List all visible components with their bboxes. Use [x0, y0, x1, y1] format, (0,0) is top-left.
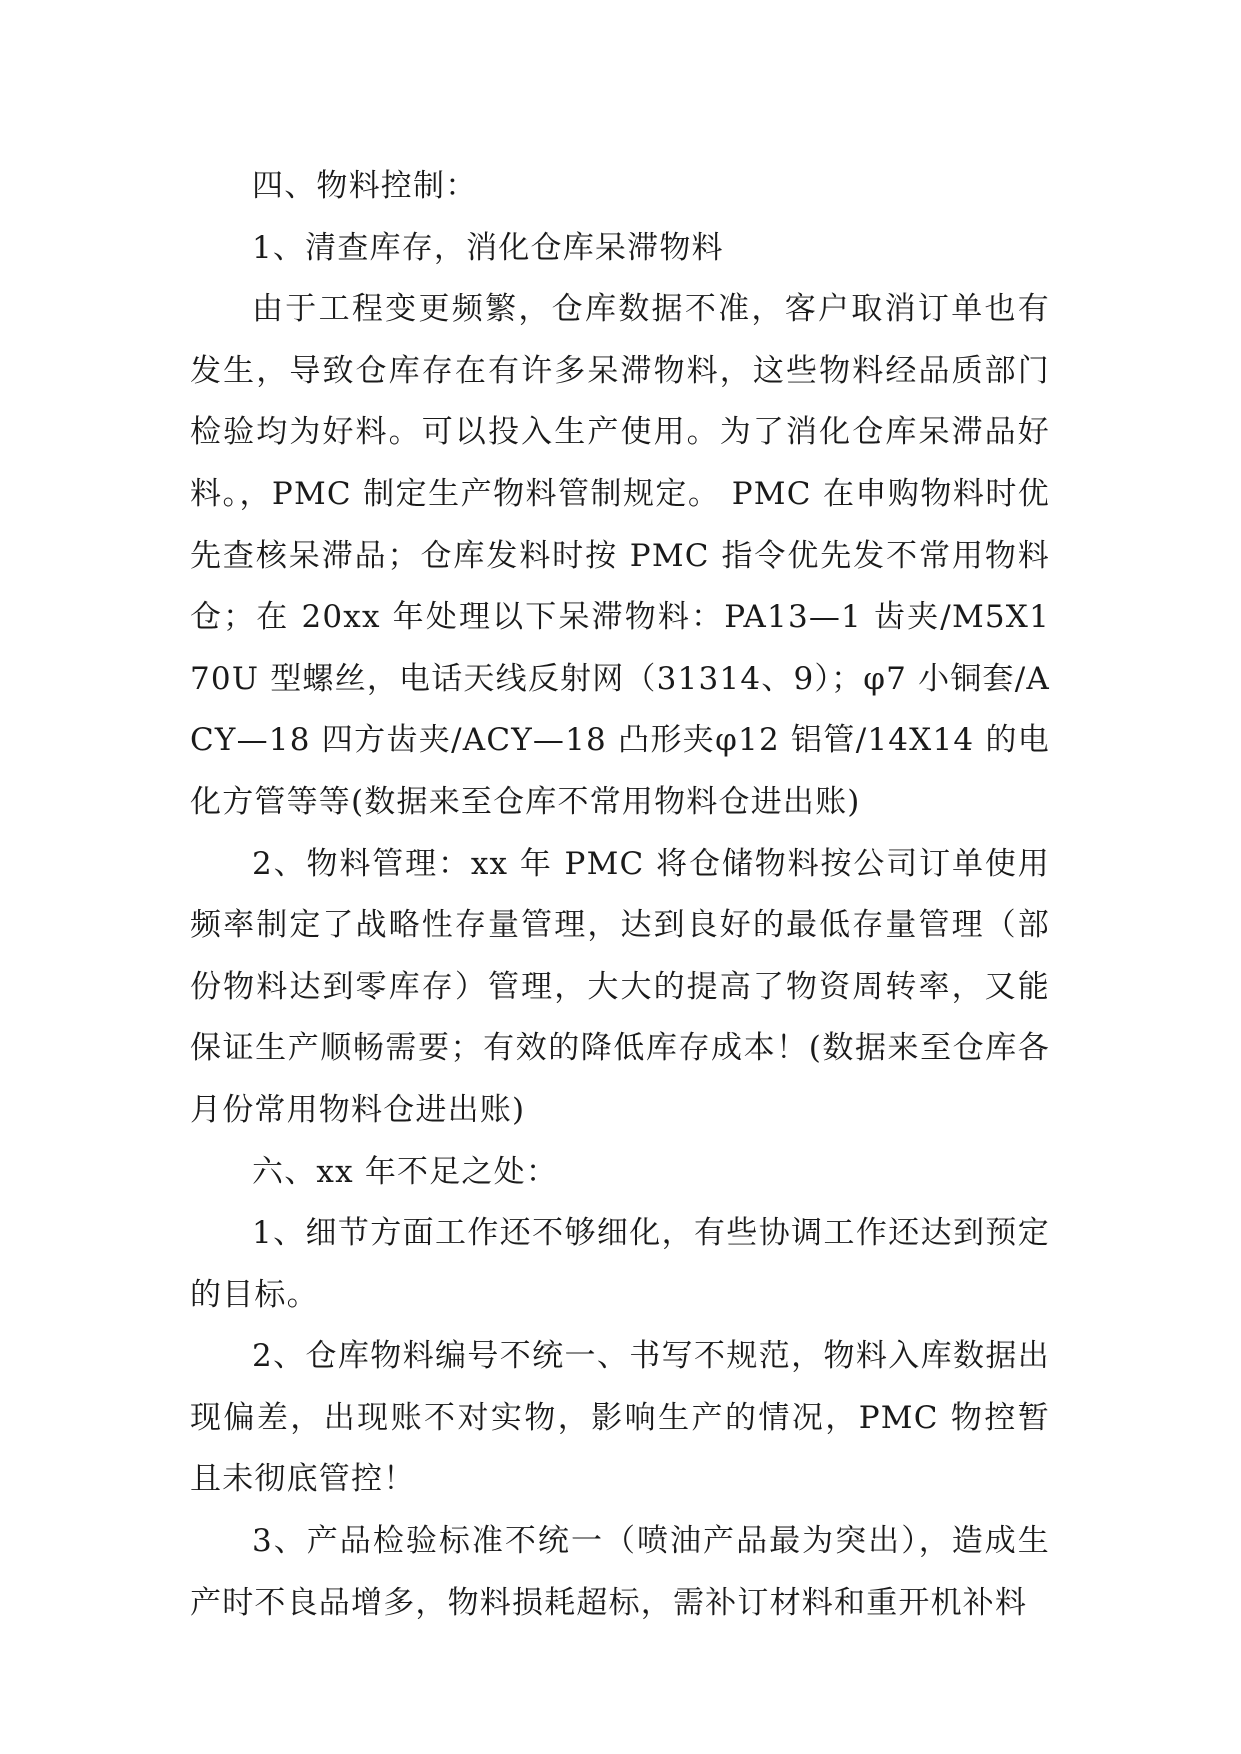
document-body [190, 156, 1050, 1634]
paragraph-shortcoming-2: 2、仓库物料编号不统一、书写不规范，物料入库数据出现偏差，出现账不对实物，影响生产的情况，PMC 物控暂且未彻底管控！ [190, 1338, 1050, 1498]
paragraph-material-management: 2、物料管理：xx 年 PMC 将仓储物料按公司订单使用频率制定了战略性存量管理，达到良好的最低存量管理（部份物料达到零库存）管理，大大的提高了物资周转率，又能保证生产顺畅需要；有效的降低库存成本！(数据来至仓库各月份常用物料仓进出账) [190, 845, 1050, 1128]
section-heading-shortcomings: 六、xx 年不足之处： [252, 1153, 559, 1190]
subheading-inventory-check: 1、清查库存，消化仓库呆滞物料 [252, 229, 724, 266]
paragraph-shortcoming-3: 3、产品检验标准不统一（喷油产品最为突出），造成生产时不良品增多，物料损耗超标，需补订材料和重开机补料 [190, 1523, 1050, 1621]
paragraph-slow-moving-materials: 由于工程变更频繁，仓库数据不准，客户取消订单也有发生，导致仓库存在有许多呆滞物料，这些物料经品质部门检验均为好料。可以投入生产使用。为了消化仓库呆滞品好料。，PMC 制定生产物料管制规定。 PMC 在申购物料时优先查核呆滞品；仓库发料时按 PMC 指令优先发不常用物料仓；在 20xx 年处理以下呆滞物料：PA13—1 齿夹/M5X170U 型螺丝，电话天线反射网（31314、9）；φ7 小铜套/ACY—18 四方齿夹/ACY—18 凸形夹φ12 铝管/14X14 的电化方管等等(数据来至仓库不常用物料仓进出账) [190, 291, 1050, 820]
section-heading-material-control: 四、物料控制： [252, 168, 478, 204]
paragraph-shortcoming-1: 1、细节方面工作还不够细化，有些协调工作还达到预定的目标。 [190, 1215, 1050, 1313]
